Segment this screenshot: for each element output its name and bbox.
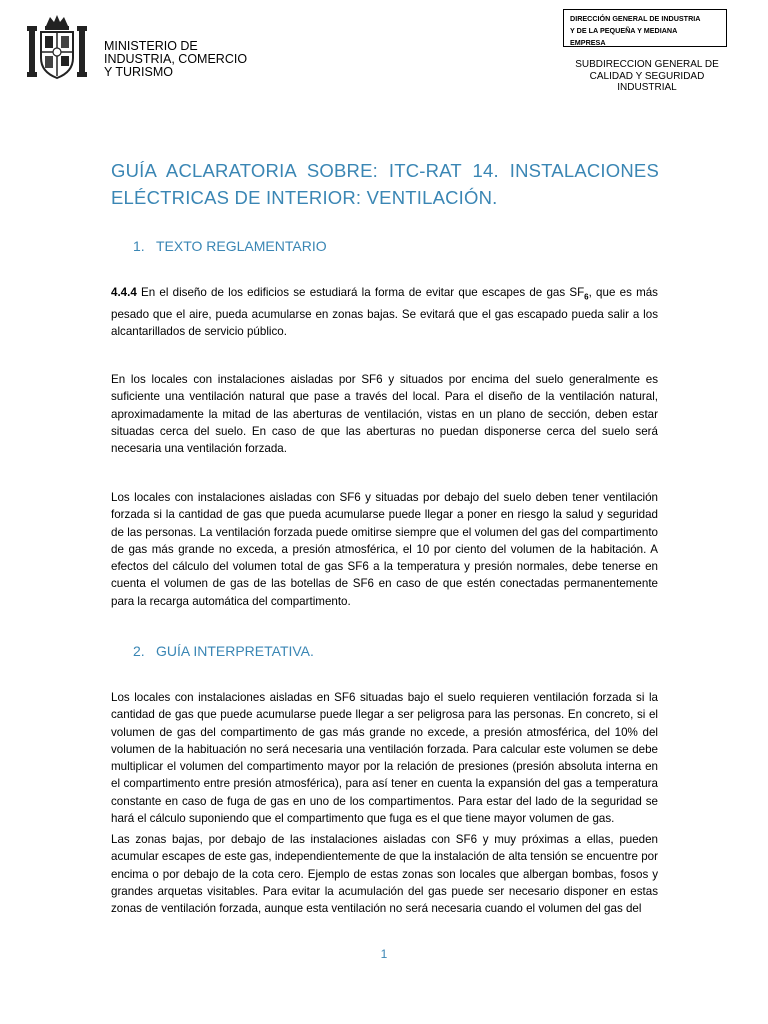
section-number: 1. <box>133 238 145 254</box>
ministry-name <box>104 40 247 79</box>
subscript: 6 <box>584 292 589 302</box>
section-number: 2. <box>133 643 145 659</box>
paragraph-text: , que es más pesado que el aire, pueda acumularse en zonas bajas. Se evitará que el gas escapado pueda salir a los alcantarillados de servicio público. <box>111 286 658 338</box>
paragraph: En los locales con instalaciones aisladas por SF6 y situados por encima del suelo generalmente es suficiente una ventilación natural que pase a través del local. Para el diseño de la ventilación natural, aproximadamente la mitad de las aberturas de ventilación, vistas en un plano de sección, deben estar situadas cerca del suelo. En caso de que las aberturas no puedan disponerse cerca del suelo será necesaria una ventilación forzada. <box>111 373 658 456</box>
section-heading <box>133 643 314 659</box>
paragraph: Los locales con instalaciones aisladas con SF6 y situadas por debajo del suelo deben tener ventilación forzada si la cantidad de gas que pueda acumularse puede llegar a poner en riesgo la salud y seguridad de las personas. La ventilación forzada puede omitirse siempre que el volumen del gas del compartimento de gas más grande no exceda, a presión atmosférica, el 10 por ciento del volumen de la habitación. A efectos del cálculo del volumen total de gas SF6 a la temperatura y presión normales, debe tenerse en cuenta el volumen de gas de las botellas de SF6 en caso de que estén conectadas permanentemente para la recarga automática del compartimento. <box>111 491 658 608</box>
direction-line: EMPRESA <box>570 38 606 47</box>
subdirection-line: INDUSTRIAL <box>617 82 677 93</box>
subdirection-line: SUBDIRECCION GENERAL DE <box>575 59 719 70</box>
document-title: GUÍA ACLARATORIA SOBRE: ITC-RAT 14. INSTALACIONES ELÉCTRICAS DE INTERIOR: VENTILACIÓN. <box>111 160 659 208</box>
direction-line: Y DE LA PEQUEÑA Y MEDIANA <box>570 26 678 35</box>
direction-box <box>563 9 727 47</box>
ministry-line: INDUSTRIA, COMERCIO <box>104 52 248 66</box>
subdirection-label <box>565 59 729 94</box>
paragraph <box>111 284 658 340</box>
section-heading <box>133 238 327 254</box>
paragraph: Las zonas bajas, por debajo de las instalaciones aisladas con SF6 y muy próximas a ellas, pueden acumular escapes de este gas, independientemente de que la instalación de alta tensión se encuentre por encima o por debajo de la cota cero. Ejemplo de estas zonas son locales que albergan bombas, fosos y grandes arquetas visitables. Para evitar la acumulación del gas puede ser necesario disponer en estas zonas de ventilación forzada, aunque esta ventilación no será necesaria cuando el volumen del gas del <box>111 833 658 916</box>
paragraph-reference: 4.4.4 <box>111 286 137 299</box>
coat-of-arms-icon <box>26 12 88 82</box>
section-label: GUÍA INTERPRETATIVA. <box>156 643 314 659</box>
section-label: TEXTO REGLAMENTARIO <box>156 238 327 254</box>
direction-line: DIRECCIÓN GENERAL DE INDUSTRIA <box>570 14 701 23</box>
paragraph: Los locales con instalaciones aisladas en SF6 situadas bajo el suelo requieren ventilación forzada si la cantidad de gas que puede acumularse puede llegar a ser peligrosa para las personas. En concreto, si el volumen de gas del compartimento de gas más grande no excede, a presión atmosférica, del 10% del volumen de la habituación no será necesaria una ventilación forzada. Para calcular este volumen se debe multiplicar el volumen del compartimento mayor por la relación de presiones (presión absoluta interna en el compartimento entre presión atmosférica), para así tener en cuenta la expansión del gas a temperatura constante en caso de fuga de gas en uno de los compartimentos. Para estar del lado de la seguridad se hará el cálculo suponiendo que el compartimento que fuga es el que tiene mayor volumen de gas. <box>111 691 658 826</box>
paragraph-text: En el diseño de los edificios se estudiará la forma de evitar que escapes de gas SF <box>136 286 585 299</box>
ministry-line: Y TURISMO <box>104 65 173 79</box>
page-number: 1 <box>380 947 388 961</box>
subdirection-line: CALIDAD Y SEGURIDAD <box>589 70 705 82</box>
ministry-line: MINISTERIO DE <box>104 39 198 53</box>
